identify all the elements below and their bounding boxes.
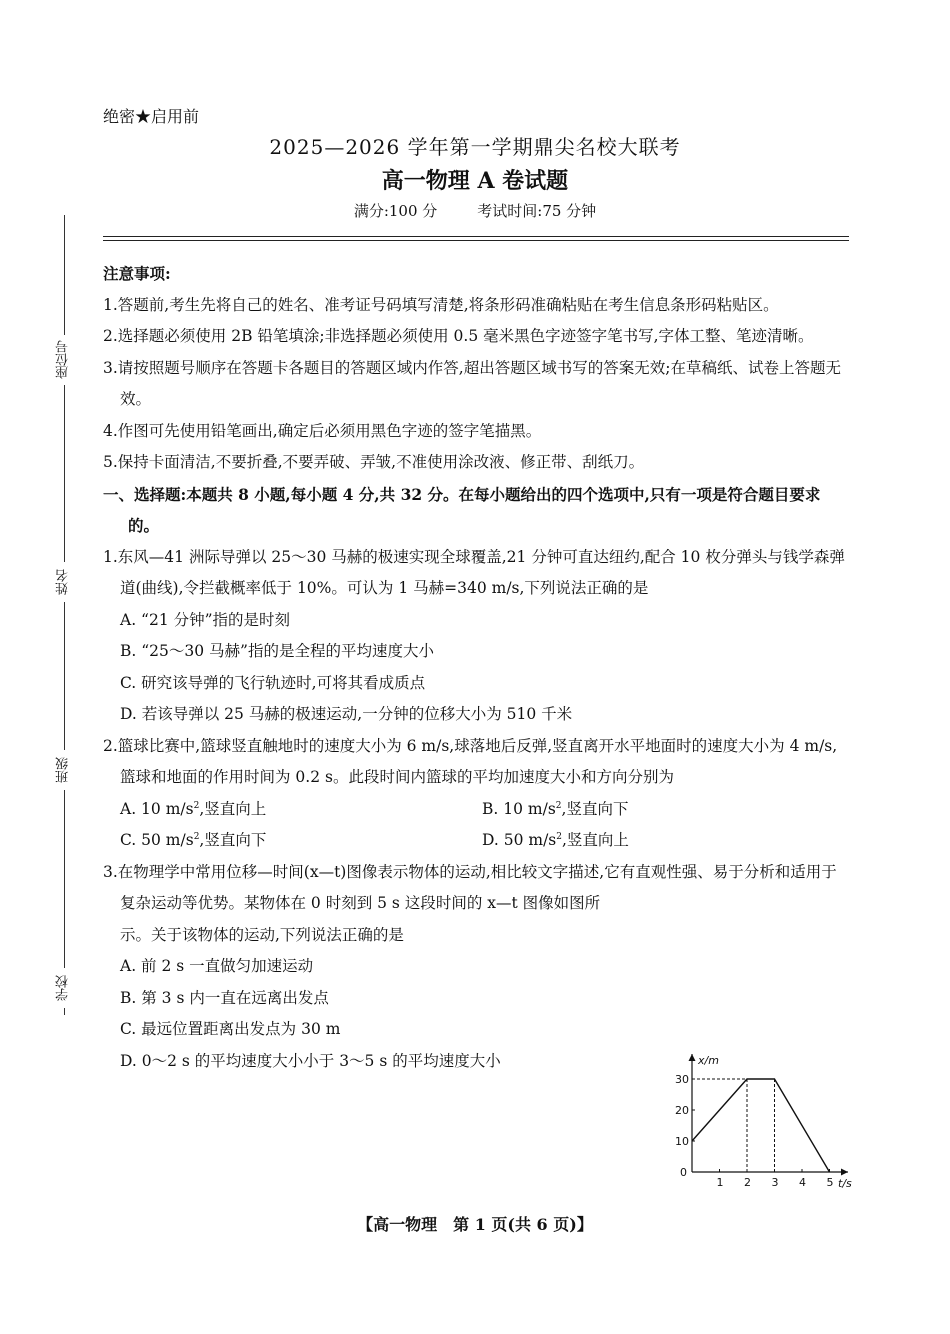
note-item: 2.选择题必须使用 2B 铅笔填涂;非选择题必须使用 0.5 毫米黑色字迹签字笔书写,字体工整、笔迹清晰。 [103, 327, 814, 345]
exam-title: 2025—2026 学年第一学期鼎尖名校大联考 [269, 135, 681, 159]
question-2-option-c: C. 50 $m/s^2$,竖直向下 [120, 831, 267, 849]
seat-label: 座位号 [52, 335, 76, 385]
header-rule-thin [103, 240, 849, 241]
y-tick-label: 10 [675, 1135, 689, 1148]
x-tick-label: 1 [716, 1176, 724, 1189]
y-tick-label: 30 [675, 1073, 689, 1086]
question-3-option-c: C. 最远位置距离出发点为 30 m [120, 1020, 341, 1038]
x-tick-label: 4 [799, 1176, 806, 1189]
question-2-option-a: A. 10 $m/s^2$,竖直向上 [120, 799, 267, 818]
full-score: 满分:100 分 [353, 202, 438, 220]
y-axis-label: x/m [698, 1054, 719, 1067]
origin-label: 0 [680, 1166, 687, 1179]
confidential-label: 绝密★启用前 [103, 107, 200, 126]
class-label: 班级 [52, 750, 76, 790]
x-tick-label: 2 [744, 1176, 751, 1189]
question-1-stem: 1.东风—41 洲际导弹以 25～30 马赫的极速实现全球覆盖,21 分钟可直达纽约,配合 10 枚分弹头与钱学森弹道(曲线),令拦截概率低于 10%。可认为 1 马赫=340 m/s,下列说法正确的是 [103, 547, 845, 597]
note-item: 1.答题前,考生先将自己的姓名、准考证号码填写清楚,将条形码准确粘贴在考生信息条形码粘贴区。 [103, 295, 779, 314]
question-2-option-d: D. 50 $m/s^2$,竖直向上 [482, 831, 629, 849]
question-3-stem-cont: 示。关于该物体的运动,下列说法正确的是 [120, 925, 404, 944]
question-2-options-row-2 [103, 825, 851, 857]
question-1-option-b: B. “25～30 马赫”指的是全程的平均速度大小 [120, 642, 434, 660]
school-label: 学校 [52, 968, 76, 1008]
xt-series-line [692, 1079, 830, 1172]
question-2-options-row-1 [103, 794, 851, 826]
question-3-stem: 3.在物理学中常用位移—时间(x—t)图像表示物体的运动,相比较文字描述,它有直观性强、易于分析和适用于复杂运动等优势。某物体在 0 时刻到 5 s 这段时间的 x—t 图像如图所 [103, 862, 837, 912]
note-item: 3.请按照题号顺序在答题卡各题目的答题区域内作答,超出答题区域书写的答案无效;在草稿纸、试卷上答题无效。 [103, 358, 841, 408]
paper-title: 高一物理 A 卷试题 [381, 168, 569, 194]
question-1-option-d: D. 若该导弹以 25 马赫的极速运动,一分钟的位移大小为 510 千米 [120, 705, 573, 723]
question-1-option-c: C. 研究该导弹的飞行轨迹时,可将其看成质点 [120, 673, 426, 692]
question-1-option-a: A. “21 分钟”指的是时刻 [120, 610, 291, 629]
note-item: 4.作图可先使用铅笔画出,确定后必须用黑色字迹的签字笔描黑。 [103, 421, 542, 440]
name-label: 姓名 [52, 562, 76, 602]
question-3-option-b: B. 第 3 s 内一直在远离出发点 [120, 988, 329, 1007]
y-tick-label: 20 [675, 1104, 689, 1117]
x-axis-label: t/s [838, 1177, 852, 1190]
x-tick-label: 5 [826, 1176, 834, 1189]
exam-content [103, 258, 851, 1077]
note-item: 5.保持卡面清洁,不要折叠,不要弄破、弄皱,不准使用涂改液、修正带、刮纸刀。 [103, 453, 645, 471]
section-heading: 一、选择题:本题共 8 小题,每小题 4 分,共 32 分。在每小题给出的四个选项中,只有一项是符合题目要求的。 [103, 484, 821, 535]
question-2-stem: 2.篮球比赛中,篮球竖直触地时的速度大小为 6 m/s,球落地后反弹,竖直离开水平地面时的速度大小为 4 m/s,篮球和地面的作用时间为 0.2 s。此段时间内篮球的平均加速度大小和方向分别为 [103, 736, 838, 786]
question-3-option-d: D. 0～2 s 的平均速度大小小于 3～5 s 的平均速度大小 [120, 1051, 501, 1070]
page-footer: 【高一物理 第 1 页(共 6 页)】 [357, 1215, 593, 1234]
question-3-option-a: A. 前 2 s 一直做匀加速运动 [120, 957, 314, 975]
exam-time: 考试时间:75 分钟 [477, 202, 597, 220]
question-2-option-b: B. 10 $m/s^2$,竖直向下 [482, 799, 629, 818]
exam-meta [0, 200, 950, 221]
header-rule [103, 236, 849, 237]
x-tick-label: 3 [771, 1176, 779, 1189]
notes-heading: 注意事项: [103, 264, 171, 283]
xt-graph [668, 1050, 858, 1200]
